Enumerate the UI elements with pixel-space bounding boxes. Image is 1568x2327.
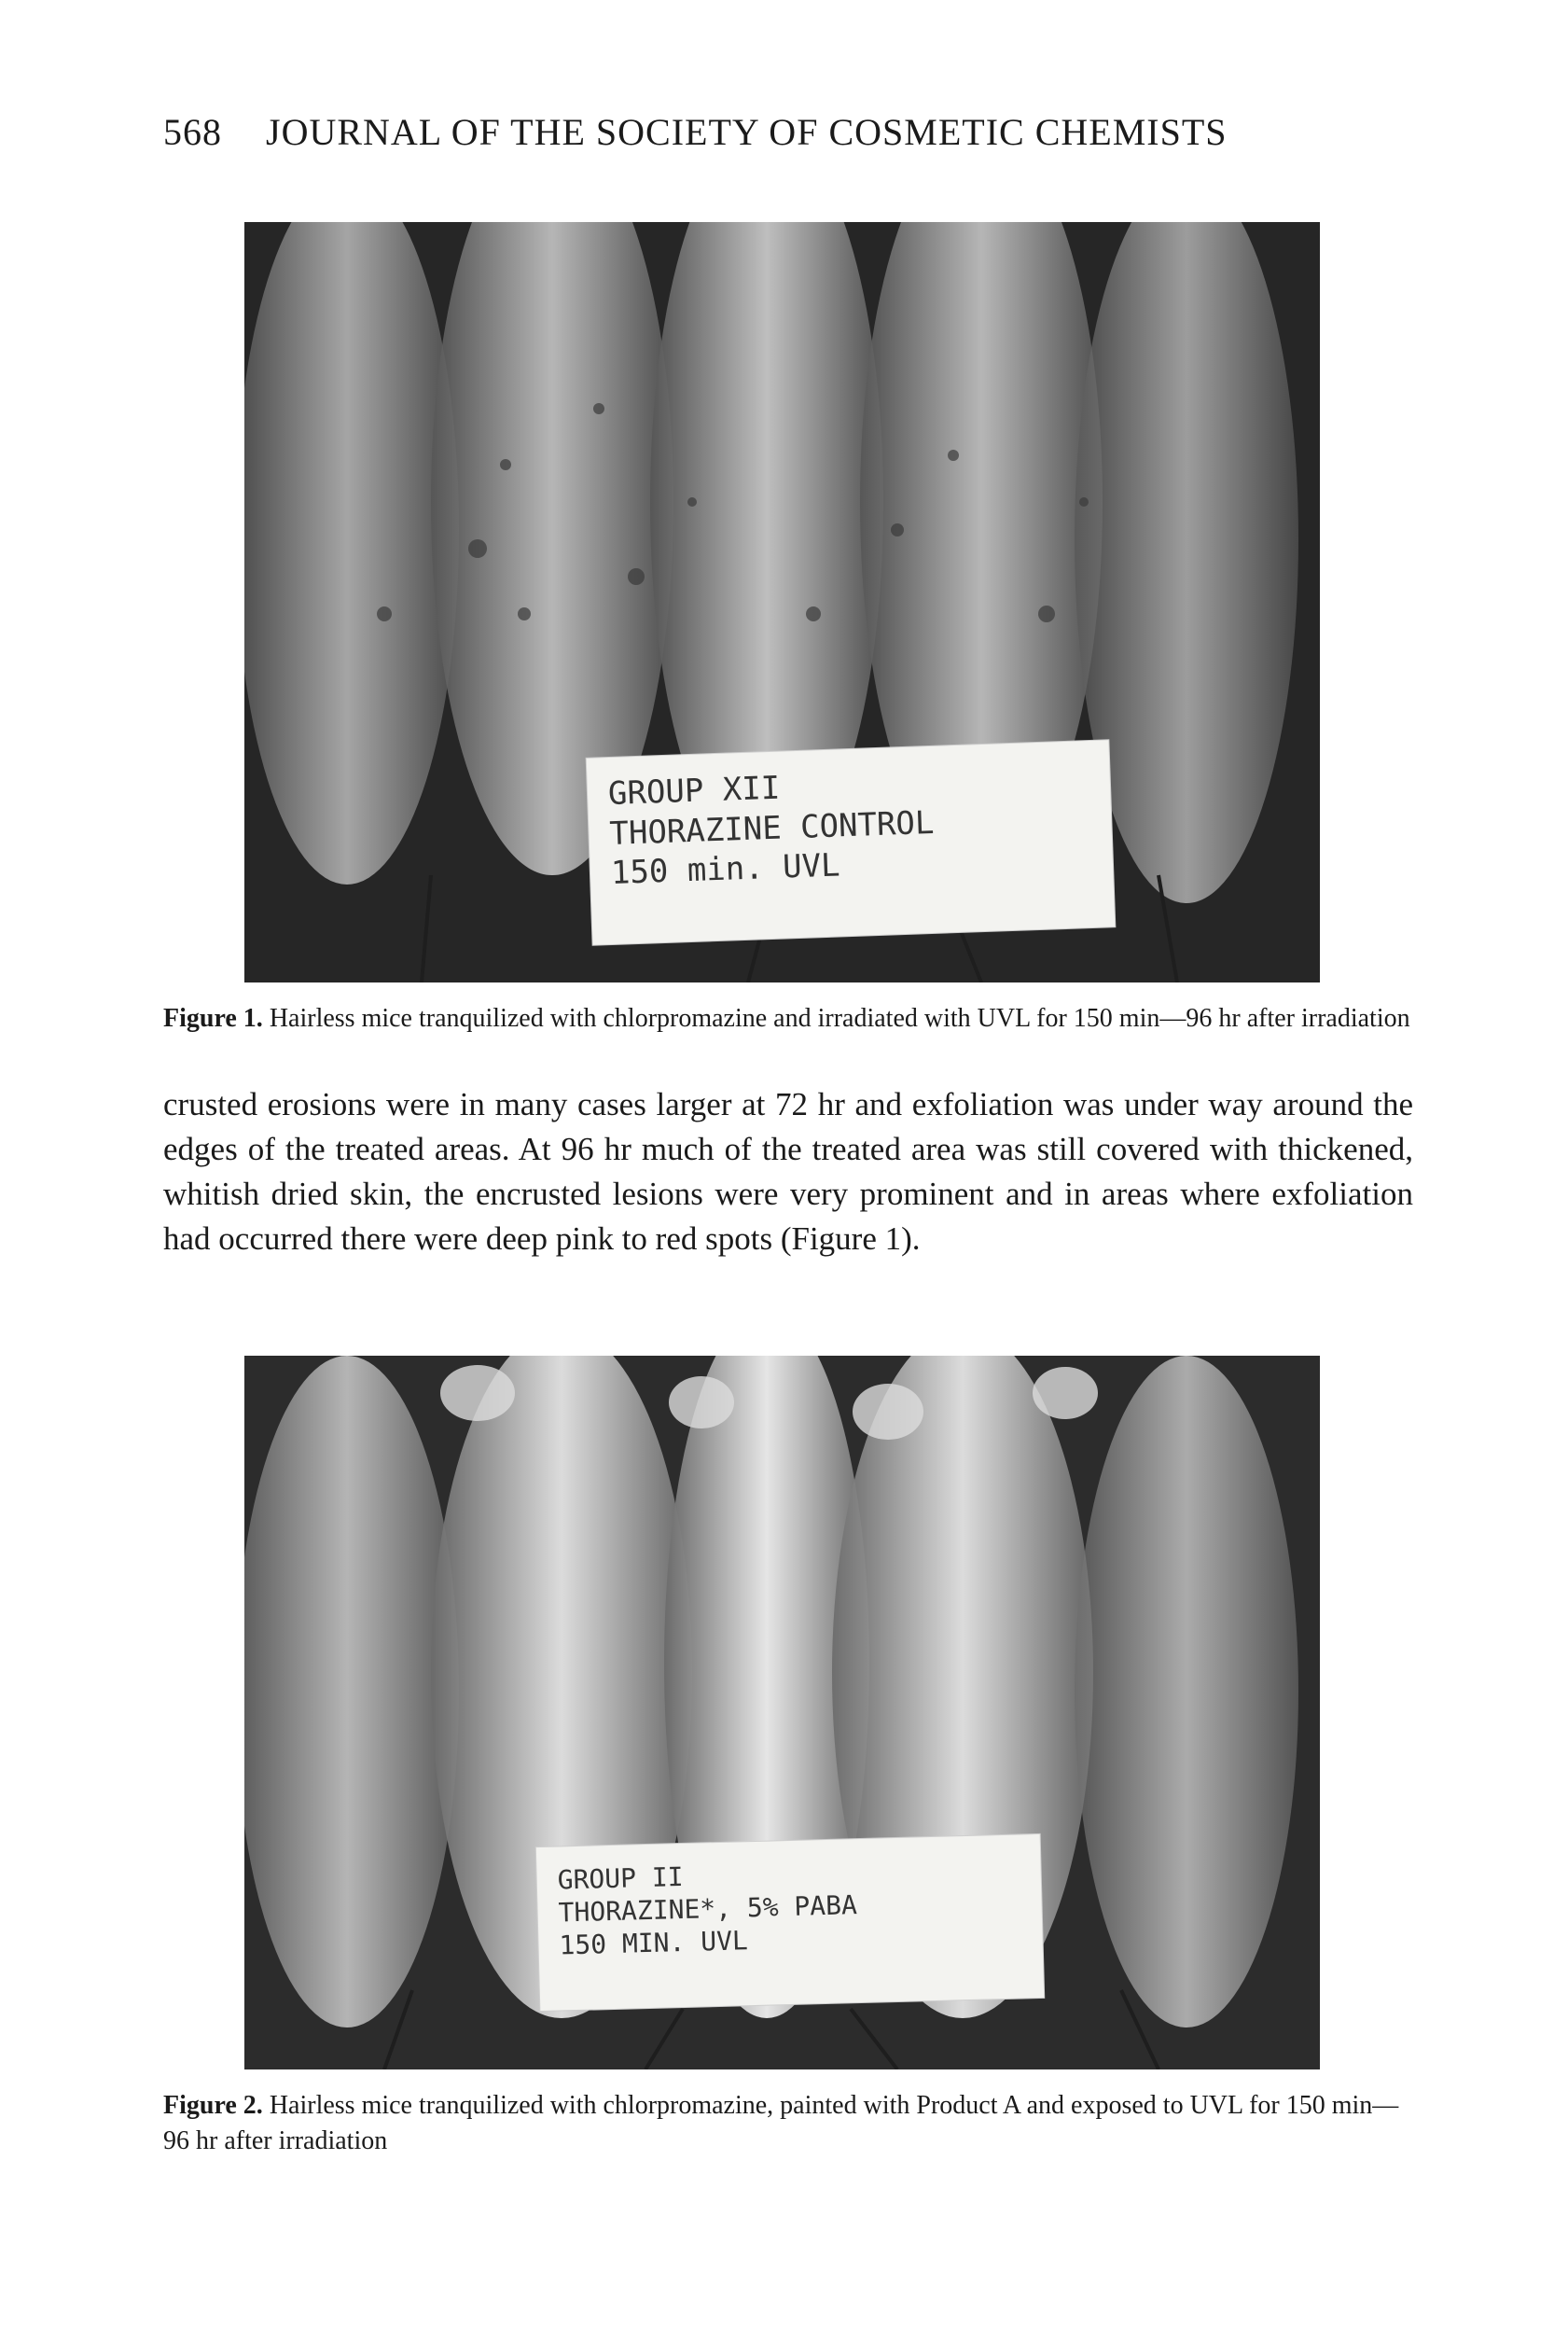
figure-2-caption-text: Hairless mice tranquilized with chlorpromazine, painted with Product A and exposed to UVL for 150 min—96 hr after irradiation (163, 2091, 1399, 2155)
figure-1-caption (163, 1001, 1413, 1037)
group-xii-label-card (587, 740, 1116, 944)
figure-1-caption-text: Hairless mice tranquilized with chlorpromazine and irradiated with UVL for 150 min—96 hr after irradiation (269, 1004, 1410, 1033)
card-line: THORAZINE*, 5% PABA (558, 1889, 858, 1929)
page-number: 568 (163, 111, 222, 153)
body-paragraph: crusted erosions were in many cases larger at 72 hr and exfoliation was under way around the edges of the treated areas. At 96 hr much of the treated area was still covered with thickened, whitish dried skin, the encrusted lesions were very prominent and in areas where exfoliation had occurred there were deep pink to red spots (Figure 1). (163, 1086, 1413, 1257)
figure-2-caption (163, 2088, 1413, 2159)
card-line: THORAZINE CONTROL (608, 803, 935, 853)
figure-1-photo (244, 222, 1320, 982)
group-ii-label-card (536, 1834, 1044, 2011)
running-header (163, 110, 1432, 154)
card-line: GROUP II (557, 1860, 684, 1896)
card-line: 150 min. UVL (610, 846, 841, 892)
card-line: GROUP XII (607, 769, 781, 814)
figure-2-photo (244, 1356, 1320, 2069)
figure-2-label: Figure 2. (163, 2091, 263, 2120)
card-line: 150 MIN. UVL (559, 1925, 749, 1961)
journal-title: JOURNAL OF THE SOCIETY OF COSMETIC CHEMISTS (266, 111, 1228, 153)
figure-1-label: Figure 1. (163, 1004, 263, 1033)
